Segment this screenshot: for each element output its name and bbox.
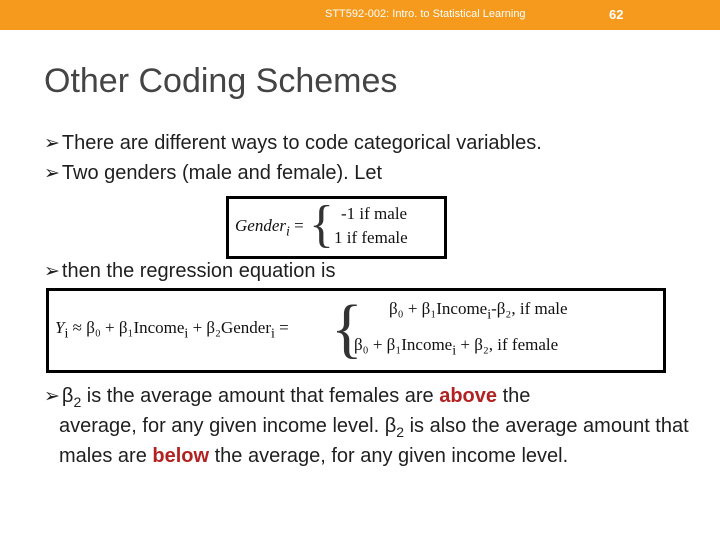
reg-rhs-sub: i: [184, 326, 189, 342]
header-bar: [0, 0, 720, 30]
reg-case-1: β₀ + β₁Income$_i$-β₂, if male: [389, 299, 568, 323]
arrow-bullet-icon: ➢: [44, 133, 60, 154]
bullet-1-text: There are different ways to code categorical variables.: [61, 132, 542, 154]
slide-title: Other Coding Schemes: [44, 62, 398, 100]
bullet-4: [44, 384, 694, 468]
beta-symbol: β: [384, 415, 397, 437]
bullet-1: [44, 131, 542, 156]
page-number: 62: [609, 7, 624, 22]
bullet-3-text: then the regression equation is: [61, 260, 336, 282]
bullet-4-line-1: ➢ $\beta_2$ is the average amount that females are above the: [44, 385, 531, 410]
gender-case-1: -1 if male: [341, 204, 408, 223]
reg-rhs: β₀ + β₁Income: [86, 318, 185, 337]
highlight-above: above: [439, 385, 498, 407]
reg-lhs-sub: i: [64, 326, 69, 342]
gender-eq: =: [294, 216, 304, 235]
beta-sub: 2: [73, 394, 82, 410]
bullet-2-text: Two genders (male and female). Let: [61, 162, 383, 184]
beta-symbol: β: [61, 385, 74, 407]
brace-icon: {: [331, 292, 363, 365]
bullet-2: [44, 161, 382, 186]
reg-rhs2-sub: i: [271, 326, 275, 342]
reg-approx: ≈: [72, 318, 82, 337]
course-title: STT592-002: Intro. to Statistical Learning: [325, 8, 526, 20]
gender-formula-image: [226, 196, 447, 259]
brace-icon: {: [309, 196, 334, 253]
bullet-4-continuation: average, for any given income level. $\beta_2$ is also the average amount that males are below the average, for any given income level.: [59, 415, 689, 467]
bullet-3: [44, 259, 335, 284]
gender-case-2: 1 if female: [334, 228, 408, 247]
gender-lhs: Gender: [235, 216, 286, 235]
regression-formula-image: [46, 288, 666, 373]
highlight-below: below: [152, 445, 210, 467]
arrow-bullet-icon: ➢: [44, 386, 60, 407]
gender-lhs-sub: i: [285, 224, 290, 240]
reg-rhs2: + β₂Gender: [188, 318, 272, 337]
arrow-bullet-icon: ➢: [44, 261, 60, 282]
reg-lhs: Y: [55, 318, 65, 337]
arrow-bullet-icon: ➢: [44, 163, 60, 184]
reg-eq: =: [279, 318, 289, 337]
reg-case-2: β₀ + β₁Income$_i$ + β₂, if female: [354, 335, 559, 359]
